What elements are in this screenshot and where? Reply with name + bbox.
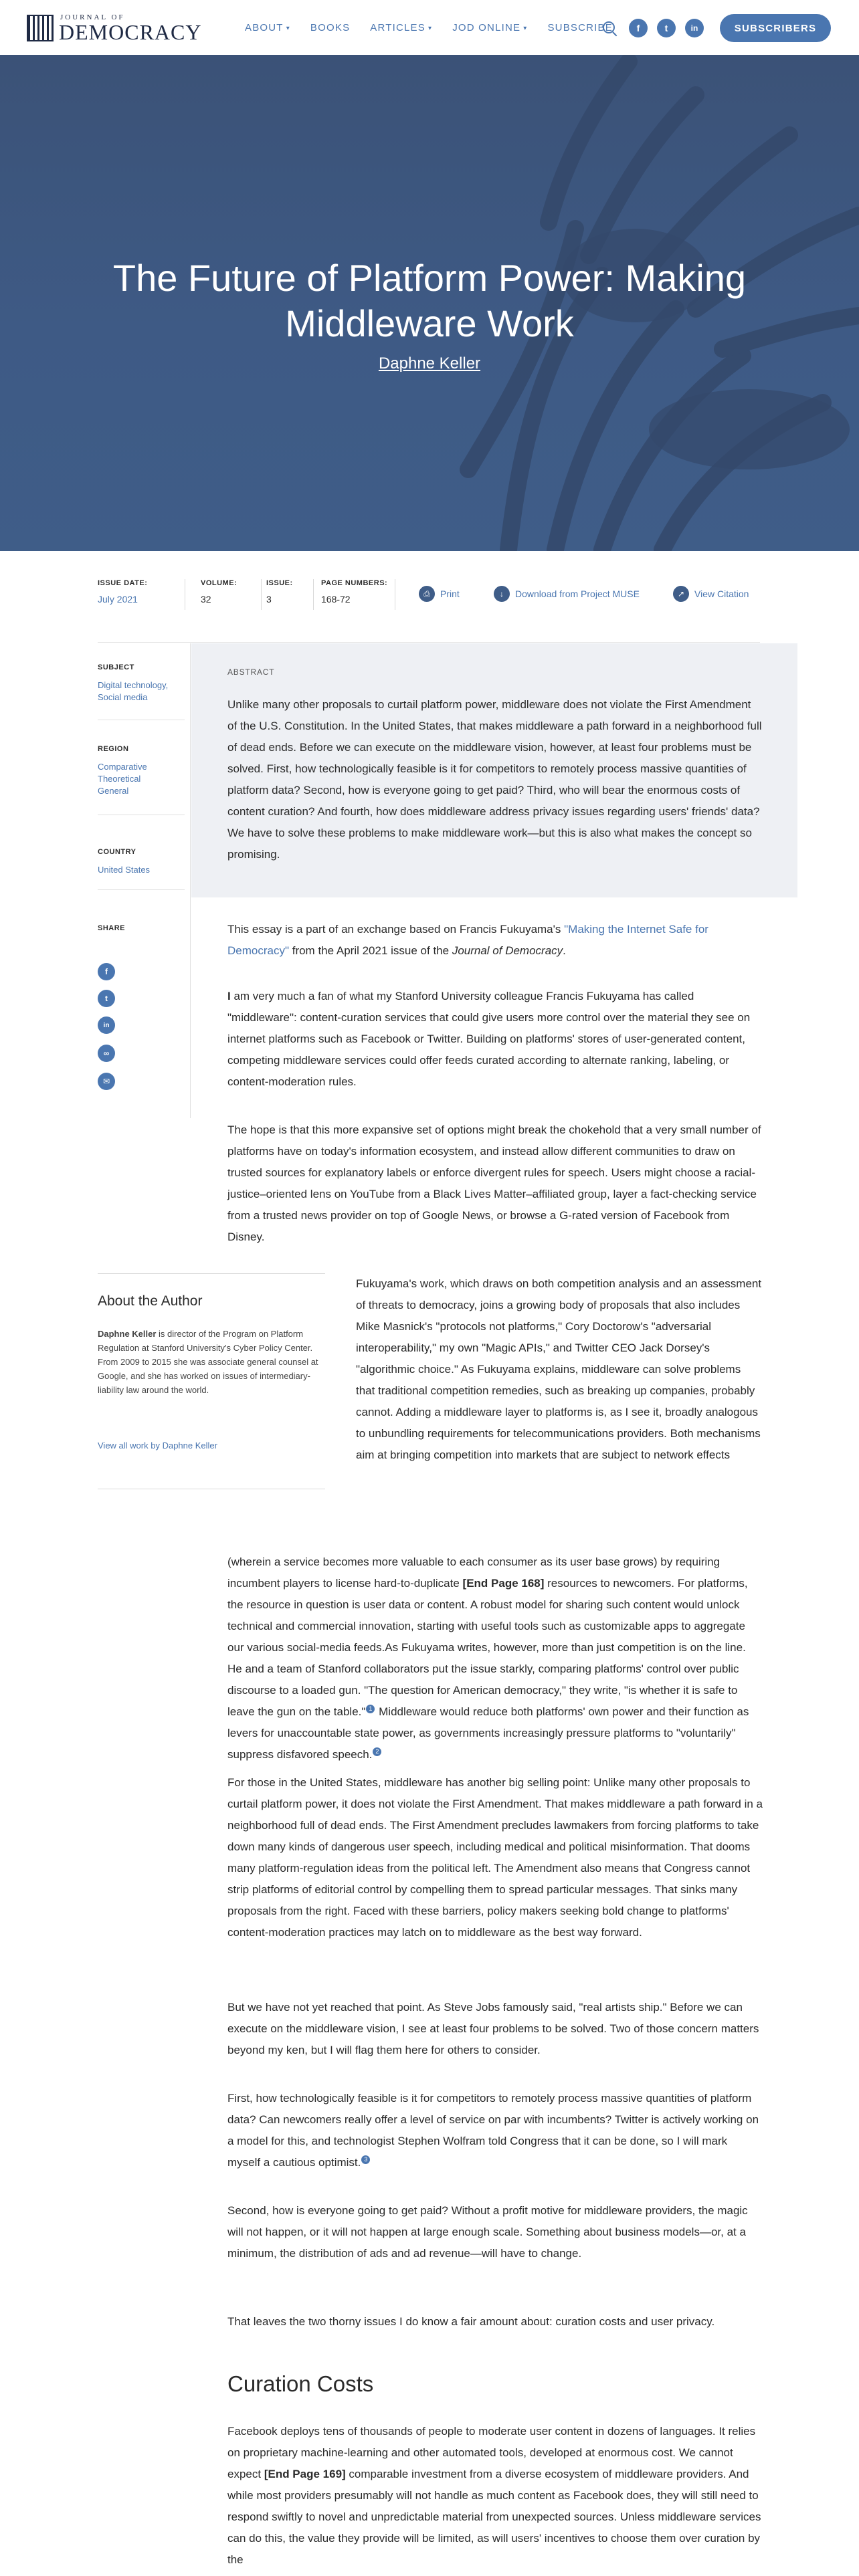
page-break-marker: [End Page 168] bbox=[462, 1577, 545, 1590]
issue-meta-bar bbox=[98, 579, 760, 619]
paragraph-text: resources to newcomers. For platforms, the resource in question is user data or content. A robust model for sharing such content would unlock technical and commercial innovation, starting with useful tools such as customizable apps to aggregate our various social-media feeds.As Fukuyama writes, however, more than just competition is on the line. He and a team of Stanford collaborators put the issue starkly, comparing platforms' control over public discourse to a loaded gun. "The question for American democracy," they write, "is whether it is safe to leave the gun on the table." bbox=[227, 1577, 748, 1718]
paragraph-text: Second, how is everyone going to get paid? Without a profit motive for middleware providers, the magic will not happen, or it will not happen at large enough scale. Something about business models—or, at a minimum, the distribution of ads and ad revenue—will have to change. bbox=[227, 2204, 748, 2260]
chevron-down-icon: ▾ bbox=[286, 25, 290, 32]
paragraph bbox=[227, 1551, 763, 1765]
nav-about-label: ABOUT bbox=[245, 22, 284, 33]
abstract-box bbox=[191, 643, 797, 897]
nav-books[interactable] bbox=[310, 22, 350, 35]
linkedin-icon[interactable]: in bbox=[685, 19, 704, 37]
volume-label: VOLUME: bbox=[201, 579, 237, 587]
volume-value: 32 bbox=[201, 594, 211, 605]
share-section bbox=[98, 924, 185, 932]
paragraph bbox=[227, 2421, 763, 2571]
issue-value: 3 bbox=[266, 594, 272, 605]
logo-top-text: JOURNAL OF bbox=[60, 13, 125, 21]
paragraph-6 bbox=[227, 2088, 763, 2173]
exchange-intro bbox=[227, 919, 763, 962]
facebook-icon[interactable]: f bbox=[98, 963, 115, 980]
paragraph bbox=[227, 2088, 763, 2173]
intro-paragraph bbox=[227, 919, 763, 962]
paragraph-text: The hope is that this more expansive set of options might break the chokehold that a very small number of platforms have on today's information ecosystem, and instead allow different communities to draw on trusted sources for explanatory labels or enforce divergent rules for speech. Users might choose a racial-justice–oriented lens on YouTube from a Black Lives Matter–affiliated group, layer a fact-checking service from a trusted news provider on top of Google News, or browse a G-rated version of Facebook from Disney. bbox=[227, 1123, 761, 1243]
site-header bbox=[0, 0, 859, 56]
issue-label: ISSUE: bbox=[266, 579, 293, 587]
issue-number bbox=[266, 579, 314, 610]
author-bio-text: is director of the Program on Platform Regulation at Stanford University's Cyber Policy Center. From 2009 to 2015 she was associate general counsel at Google, and she has worked on issues of intermediary-liability law around the world. bbox=[98, 1329, 318, 1395]
subject-section bbox=[98, 663, 185, 704]
logo-main-text: DEMOCRACY bbox=[59, 20, 202, 44]
paragraph-text: First, how technologically feasible is it for competitors to remotely process massive quantities of platform data? Can newcomers really offer a level of service on par with incumbents? Twitter is actively working on a model for this, and technologist Stephen Wolfram told Congress that it can be done, so I will mark myself a cautious optimist. bbox=[227, 2092, 759, 2169]
view-all-work-link[interactable]: View all work by Daphne Keller bbox=[98, 1440, 217, 1451]
paragraph-text: Facebook deploys tens of thousands of people to moderate user content in dozens of languages. It relies on proprietary machine-learning and other automated tools, developed at enormous cost. We cannot expect bbox=[227, 2425, 756, 2480]
header-icons bbox=[599, 18, 704, 38]
intro-text-after: . bbox=[563, 944, 566, 957]
issue-date-value[interactable]: July 2021 bbox=[98, 594, 138, 605]
paragraph-4 bbox=[227, 1772, 763, 1943]
print-icon: ⎙ bbox=[419, 586, 435, 602]
footnote-marker[interactable]: 3 bbox=[361, 2155, 370, 2164]
journal-name: Journal of Democracy bbox=[452, 944, 563, 957]
article-sidebar bbox=[98, 643, 191, 1118]
nav-articles-label: ARTICLES bbox=[370, 22, 425, 33]
subscribers-button[interactable]: SUBSCRIBERS bbox=[720, 14, 831, 42]
search-icon[interactable] bbox=[599, 18, 619, 38]
paragraph-2 bbox=[227, 1119, 763, 1248]
about-author-title: About the Author bbox=[98, 1293, 203, 1309]
email-icon[interactable]: ✉ bbox=[98, 1073, 115, 1090]
article-title: The Future of Platform Power: Making Middleware Work bbox=[112, 256, 747, 344]
author-name: Daphne Keller bbox=[98, 1329, 157, 1339]
paragraph-text: Fukuyama's work, which draws on both competition analysis and an assessment of threats to democracy, joins a growing body of proposals that also includes Mike Masnick's "protocols not platforms," Cory Doctorow's "adversarial interoperability," my own "Magic APIs," and Twitter CEO Jack Dorsey's "algorithmic choice." As Fukuyama explains, middleware can solve problems that traditional competition remedies, such as breaking up companies, probably cannot. Adding a middleware layer to platforms is, as I see it, broadly analogous to unbundling requirements for telecommunications providers. Both mechanisms aim at bringing competition into markets that are subject to network effects bbox=[356, 1277, 762, 1461]
about-author-bio bbox=[98, 1327, 325, 1397]
paragraph-7 bbox=[227, 2200, 763, 2264]
country-links bbox=[98, 864, 185, 876]
page-numbers-label: PAGE NUMBERS: bbox=[321, 579, 388, 587]
page-break-marker: [End Page 169] bbox=[264, 2468, 346, 2480]
subject-link-digital-technology[interactable]: Digital technology, bbox=[98, 680, 169, 690]
paragraph-9 bbox=[227, 2421, 763, 2571]
citation-icon: ↗ bbox=[673, 586, 689, 602]
page-numbers-value: 168-72 bbox=[321, 594, 351, 605]
country-heading: COUNTRY bbox=[98, 848, 136, 856]
paragraph-8 bbox=[227, 2311, 763, 2333]
divider bbox=[98, 889, 185, 890]
paragraph bbox=[227, 986, 763, 1093]
intro-text-before: This essay is a part of an exchange based on Francis Fukuyama's bbox=[227, 923, 565, 936]
footnote-marker[interactable]: 2 bbox=[373, 1747, 381, 1756]
linkedin-icon[interactable]: in bbox=[98, 1016, 115, 1034]
paragraph-5 bbox=[227, 1997, 763, 2061]
chevron-down-icon: ▾ bbox=[523, 25, 528, 32]
paragraph-text: comparable investment from a diverse ecosystem of middleware providers. And while most providers presumably will not handle as much content as Facebook does, they will still need to respond swiftly to novel and unpredictable material from unexpected sources. Unless middleware services can do this, the value they provide will be limited, as will users' incentives to choose them over curation by the bbox=[227, 2468, 761, 2566]
download-icon: ↓ bbox=[494, 586, 510, 602]
issue-date bbox=[98, 579, 185, 610]
main-nav bbox=[245, 22, 633, 35]
divider bbox=[98, 642, 760, 643]
nav-jod-online-label: JOD ONLINE bbox=[452, 22, 521, 33]
view-citation-button[interactable] bbox=[673, 586, 749, 602]
nav-jod-online[interactable] bbox=[452, 22, 527, 35]
footnote-marker[interactable]: 1 bbox=[366, 1705, 375, 1713]
page-numbers bbox=[321, 579, 395, 610]
divider bbox=[98, 1273, 325, 1274]
abstract-label: ABSTRACT bbox=[227, 667, 275, 677]
region-heading: REGION bbox=[98, 745, 129, 753]
article-hero bbox=[0, 55, 859, 551]
paragraph-text: That leaves the two thorny issues I do know a fair amount about: curation costs and user privacy. bbox=[227, 2315, 715, 2328]
section-heading-curation-costs: Curation Costs bbox=[227, 2371, 374, 2396]
print-label: Print bbox=[440, 588, 460, 599]
subject-heading: SUBJECT bbox=[98, 663, 134, 671]
nav-articles[interactable] bbox=[370, 22, 432, 35]
country-section bbox=[98, 848, 185, 876]
paragraph-text: For those in the United States, middleware has another big selling point: Unlike many other proposals to curtail platform power, it does not violate the First Amendment. That makes middleware a path forward in a neighborhood full of dead ends. The First Amendment precludes lawmakers from forcing platforms to take down many kinds of dangerous user speech, including medical and political misinformation. That dooms many platform-regulation ideas from the political left. The Amendment also means that Congress cannot strip platforms of editorial control by compelling them to spread particular messages. That sinks many proposals from the right. Faced with these barriers, policy makers seeking bold change to platforms' content-moderation practices may latch on to middleware as the best way forward. bbox=[227, 1776, 763, 1939]
region-link-comparative[interactable]: Comparative bbox=[98, 762, 147, 772]
country-link-united-states[interactable]: United States bbox=[98, 865, 151, 875]
nav-about[interactable] bbox=[245, 22, 290, 35]
region-links bbox=[98, 761, 185, 797]
drop-letter: I bbox=[227, 990, 231, 1002]
twitter-icon[interactable]: t bbox=[98, 990, 115, 1007]
citation-label: View Citation bbox=[694, 588, 749, 599]
journal-logo[interactable] bbox=[27, 13, 201, 43]
paragraph-3-wrapped bbox=[356, 1273, 763, 1466]
fukuyama-essay-link[interactable]: "Making the Internet Safe for Democracy" bbox=[227, 923, 708, 957]
link-icon[interactable]: ∞ bbox=[98, 1045, 115, 1062]
paragraph-3-continued bbox=[227, 1551, 763, 1765]
abstract-text: Unlike many other proposals to curtail platform power, middleware does not violate the First Amendment of the U.S. Constitution. In the United States, that makes middleware a path forward in a neighborhood full of dead ends. Before we can execute on the middleware vision, however, at least four problems must be solved. First, how technologically feasible is it for competitors to remotely process massive quantities of platform data? Second, how is everyone going to get paid? Third, who will bear the enormous costs of content curation? And fourth, how does middleware address privacy issues regarding users' friends' data? We have to solve these problems to make middleware work—but this is also what makes the concept so promising. bbox=[227, 698, 762, 861]
region-link-theoretical[interactable]: Theoretical bbox=[98, 774, 141, 784]
share-heading: SHARE bbox=[98, 924, 126, 932]
paragraph-1 bbox=[227, 986, 763, 1093]
print-button[interactable] bbox=[419, 586, 460, 602]
twitter-icon[interactable]: t bbox=[657, 19, 676, 37]
download-label: Download from Project MUSE bbox=[515, 588, 640, 599]
paragraph-text: Middleware would reduce both platforms' own power and their function as levers for unaccountable state power, as governments increasingly pressure platforms to "voluntarily" suppress disfavored speech. bbox=[227, 1705, 749, 1761]
subject-links bbox=[98, 679, 185, 704]
paragraph-text: But we have not yet reached that point. As Steve Jobs famously said, "real artists ship." Before we can execute on the middleware vision, I see at least four problems to be solved. Two of those concern matters beyond my ken, but I will flag them here for others to consider. bbox=[227, 2001, 759, 2056]
paragraph-text: (wherein a service becomes more valuable to each consumer as its user base grows) by requiring incumbent players to license hard-to-duplicate bbox=[227, 1555, 721, 1590]
intro-text-middle: from the April 2021 issue of the bbox=[289, 944, 452, 957]
chevron-down-icon: ▾ bbox=[427, 25, 433, 32]
facebook-icon[interactable]: f bbox=[629, 19, 648, 37]
article-author-link[interactable]: Daphne Keller bbox=[378, 354, 481, 372]
nav-books-label: BOOKS bbox=[310, 22, 351, 33]
nav-subscribe-label: SUBSCRIBE bbox=[547, 22, 613, 33]
subject-link-social-media[interactable]: Social media bbox=[98, 692, 148, 702]
download-muse-button[interactable] bbox=[494, 586, 640, 602]
region-link-general[interactable]: General bbox=[98, 786, 129, 796]
logo-mark-icon bbox=[27, 15, 54, 41]
region-section bbox=[98, 745, 185, 797]
issue-date-label: ISSUE DATE: bbox=[98, 579, 148, 587]
volume bbox=[201, 579, 262, 610]
paragraph-text: am very much a fan of what my Stanford University colleague Francis Fukuyama has called "middleware": content-curation services that could give users more control over the material they see on internet platforms such as Facebook or Twitter. Building on platforms' stores of user-generated content, competing middleware services could offer feeds curated according to alternate ranking, labeling, or content-moderation rules. bbox=[227, 990, 751, 1088]
